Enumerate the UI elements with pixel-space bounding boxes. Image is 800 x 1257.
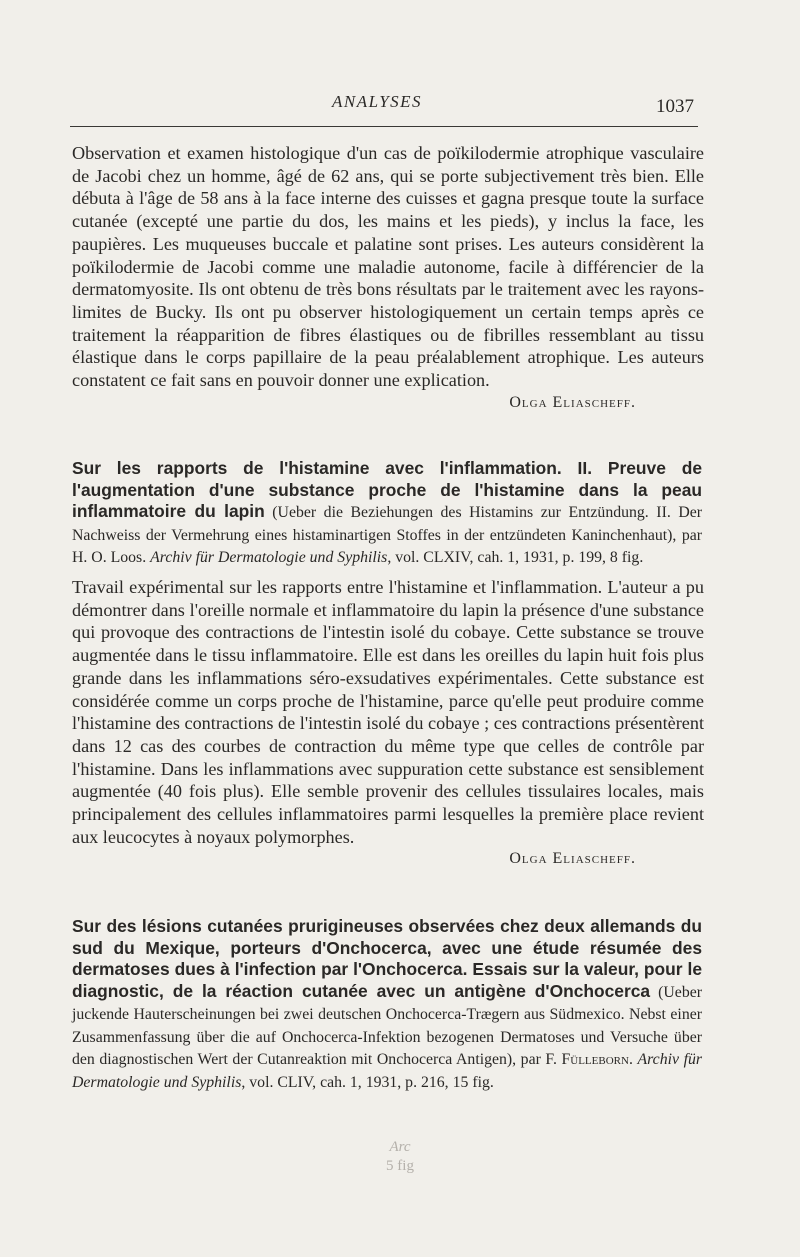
article-1-signature: Olga Eliascheff. [509,393,636,411]
article-3 [72,916,702,1093]
article-1-body: Observation et examen histologique d'un cas de poïkilodermie atrophique vasculaire de Jacobi chez un homme, âgé de 62 ans, qui se porte subjectivement très bien. Elle débuta à l'âge de 58 ans à la face interne des cuisses et gagna presque toute la surface cutanée (excepté une partie du dos, les mains et les pieds), y inclus la face, les paupières. Les muqueuses buccale et palatine sont prises. Les auteurs considèrent la poïkilodermie de Jacobi comme une maladie autonome, facile à différencier de la dermatomyosite. Ils ont obtenu de très bons résultats par le traitement avec les rayons-limites de Bucky. Ils ont pu observer histologiquement un certain temps après ce traitement la réapparition de fibres élastiques ou de fibrilles ressemblant au tissu élastique dans le corps papillaire de la peau préalablement atrophique. Les auteurs constatent ce fait sans en pouvoir donner une explication. [72,143,704,391]
article-2 [72,458,702,569]
article-3-title: Sur des lésions cutanées prurigineuses observées chez deux allemands du sud du Mexique, porteurs d'Onchocerca, avec une étude résumée des dermatoses dues à l'infection par l'Onchocerca. Essais sur la valeur, pour le diagnostic, de la réaction cutanée avec un antigène d'Onchocerca [72,916,702,1001]
article-2-signature: Olga Eliascheff. [509,850,636,868]
article-2-ref-german: (Ueber die Beziehungen des Histamins zur Entzündung. II. Der Nachweiss der Vermehrung eines histaminartigen Stoffes in der entzündeten Kaninchenhaut), par H. O. Loos. [72,504,703,566]
article-2-heading [72,458,702,569]
article-3-heading [72,916,702,1093]
header-rule [70,126,698,127]
page-number: 1037 [656,96,694,117]
article-2-ref-source: Archiv für Dermatologie und Syphilis [150,549,388,566]
article-2-ref-details: , vol. CLXIV, cah. 1, 1931, p. 199, 8 fig. [387,549,644,566]
article-2-title: Sur les rapports de l'histamine avec l'inflammation. II. Preuve de l'augmentation d'une substance proche de l'histamine dans la peau inflammatoire du lapin [72,458,702,521]
article-1 [72,142,704,414]
article-3-ref-details: , vol. CLIV, cah. 1, 1931, p. 216, 15 fig. [241,1073,494,1091]
article-3-ref-source: Archiv für Dermatologie und Syphilis [72,1051,702,1091]
article-3-ref-author: Fülleborn [561,1051,629,1068]
article-2-body-block [72,576,704,870]
footer-line-1: Arc [389,1139,411,1155]
footer-line-2: 5 fig [386,1158,414,1174]
running-head: ANALYSES [332,92,423,111]
article-2-body: Travail expérimental sur les rapports entre l'histamine et l'inflammation. L'auteur a pu démontrer dans l'oreille normale et inflammatoire du lapin la présence d'une substance qui provoque des contractions de l'intestin isolé du cobaye. Cette substance se trouve augmentée dans le tissu inflammatoire. Elle est dans les oreilles du lapin huit fois plus grande dans les inflammations séro-exsudatives expérimentales. Cette substance est considérée comme un corps proche de l'histamine, parce qu'elle peut produire comme l'histamine des contractions de l'intestin isolé du cobaye ; ces contractions présentèrent dans 12 cas des courbes de contraction du même type que celles de contrôle par l'histamine. Dans les inflammations avec suppuration cette substance est sensiblement augmentée (40 fois plus). Elle semble provenir des cellules tissulaires locales, mais principalement des cellules inflammatoires parmi lesquelles la première place revient aux leucocytes à noyaux polymorphes. [72,577,704,847]
show-through-footer [360,1138,440,1176]
article-3-ref-mid: . [628,1051,638,1068]
page-header [70,92,700,132]
article-3-ref-german: (Ueber juckende Hauterscheinungen bei zwei deutschen Onchocerca-Trægern aus Südmexico. Nebst einer Zusammenfassung über die auf Onchocerca-Infektion bezogenen Dermatoses und Versuche über den diagnostischen Wert der Cutanreaktion mit Onchocerca Antigen), par F. [72,983,702,1068]
